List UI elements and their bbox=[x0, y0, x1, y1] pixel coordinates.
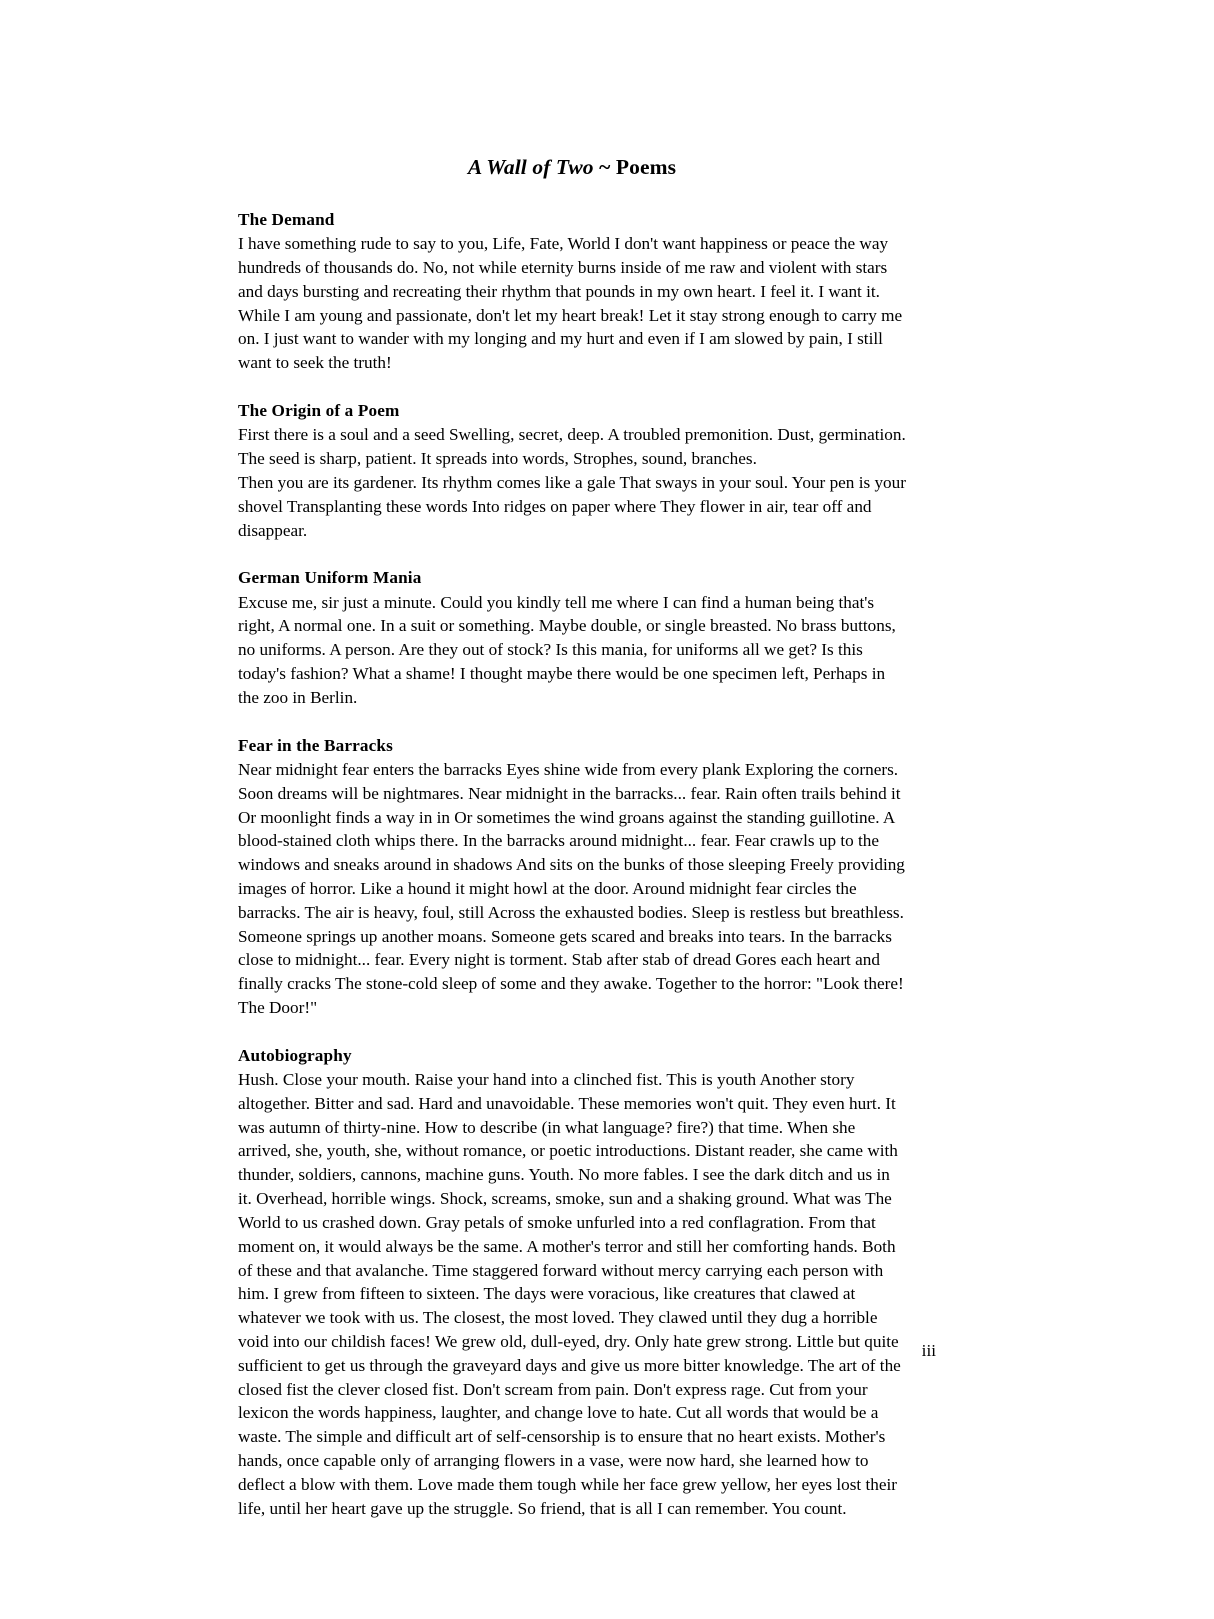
poem-stanza: I have something rude to say to you, Life, Fate, World I don't want happiness or peace the way hundreds of thousands do. No, not while eternity burns inside of me raw and violent with stars and days bursting and recreating their rhythm that pounds in my own heart. I feel it. I want it. While I am young and passionate, don't let my heart break! Let it stay strong enough to carry me on. I just want to wander with my longing and my hurt and even if I am slowed by pain, I still want to seek the truth! bbox=[238, 234, 903, 373]
page-title-italic-part: A Wall of Two bbox=[467, 155, 594, 179]
poem-section bbox=[238, 734, 906, 1020]
page-title-upright-part: ~ Poems bbox=[593, 155, 677, 179]
poem-title: Fear in the Barracks bbox=[238, 735, 393, 755]
page-title bbox=[238, 155, 906, 180]
poem-section bbox=[238, 1044, 906, 1521]
poem-stanza: Then you are its gardener. Its rhythm comes like a gale That sways in your soul. Your pen is your shovel Transplanting these words Into ridges on paper where They flower in air, tear off and disappear. bbox=[238, 472, 906, 540]
poem-section bbox=[238, 566, 906, 709]
poem-body bbox=[238, 232, 906, 375]
poem-body bbox=[238, 1068, 906, 1520]
page-number: iii bbox=[921, 1341, 936, 1360]
poem-stanza: Excuse me, sir just a minute. Could you kindly tell me where I can find a human being that's right, A normal one. In a suit or something. Maybe double, or single breasted. No brass buttons, no uniforms. A person. Are they out of stock? Is this mania, for uniforms all we get? Is this today's fashion? What a shame! I thought maybe there would be one specimen left, Perhaps in the zoo in Berlin. bbox=[238, 592, 896, 707]
poem-stanza: Near midnight fear enters the barracks Eyes shine wide from every plank Exploring the corners. Soon dreams will be nightmares. Near midnight in the barracks... fear. Rain often trails behind it Or moonlight finds a way in in Or sometimes the wind groans against the standing guillotine. A blood-stained cloth whips there. In the barracks around midnight... fear. Fear crawls up to the windows and sneaks around in shadows And sits on the bunks of those sleeping Freely providing images of horror. Like a hound it might howl at the door. Around midnight fear circles the barracks. The air is heavy, foul, still Across the exhausted bodies. Sleep is restless but breathless. Someone springs up another moans. Someone gets scared and breaks into tears. In the barracks close to midnight... fear. Every night is torment. Stab after stab of dread Gores each heart and finally cracks The stone-cold sleep of some and they awake. Together to the horror: "Look there! The Door!" bbox=[238, 759, 905, 1017]
poem-body bbox=[238, 758, 906, 1020]
poem-body bbox=[238, 591, 906, 710]
poem-title: Autobiography bbox=[238, 1045, 352, 1065]
poem-stanza: Hush. Close your mouth. Raise your hand into a clinched fist. This is youth Another story altogether. Bitter and sad. Hard and unavoidable. These memories won't quit. They even hurt. It was autumn of thirty-nine. How to describe (in what language? fire?) that time. When she arrived, she, youth, she, without romance, or poetic introductions. Distant reader, she came with thunder, soldiers, cannons, machine guns. Youth. No more fables. I see the dark ditch and us in it. Overhead, horrible wings. Shock, screams, smoke, sun and a shaking ground. What was The World to us crashed down. Gray petals of smoke unfurled into a red conflagration. From that moment on, it would always be the same. A mother's terror and still her comforting hands. Both of these and that avalanche. Time staggered forward without mercy carrying each person with him. I grew from fifteen to sixteen. The days were voracious, like creatures that clawed at whatever we took with us. The closest, the most loved. They clawed until they dug a horrible void into our childish faces! We grew old, dull-eyed, dry. Only hate grew strong. Little but quite sufficient to get us through the graveyard days and give us more bitter knowledge. The art of the closed fist the clever closed fist. Don't scream from pain. Don't express rage. Cut from your lexicon the words happiness, laughter, and change love to hate. Cut all words that would be a waste. The simple and difficult art of self-censorship is to ensure that no heart exists. Mother's hands, once capable only of arranging flowers in a vase, were now hard, she learned how to deflect a blow with them. Love made them tough while her face grew yellow, her eyes lost their life, until her heart gave up the struggle. So friend, that is all I can remember. You count. bbox=[238, 1070, 901, 1518]
poem-section bbox=[238, 399, 906, 542]
poem-section bbox=[238, 208, 906, 375]
poem-title: The Demand bbox=[238, 210, 335, 229]
page-content bbox=[238, 155, 906, 1520]
poem-stanza: First there is a soul and a seed Swelling, secret, deep. A troubled premonition. Dust, germination. The seed is sharp, patient. It spreads into words, Strophes, sound, branches. bbox=[238, 425, 906, 469]
poem-title: The Origin of a Poem bbox=[238, 401, 400, 421]
poem-title: German Uniform Mania bbox=[238, 568, 422, 588]
poem-body bbox=[238, 423, 906, 542]
